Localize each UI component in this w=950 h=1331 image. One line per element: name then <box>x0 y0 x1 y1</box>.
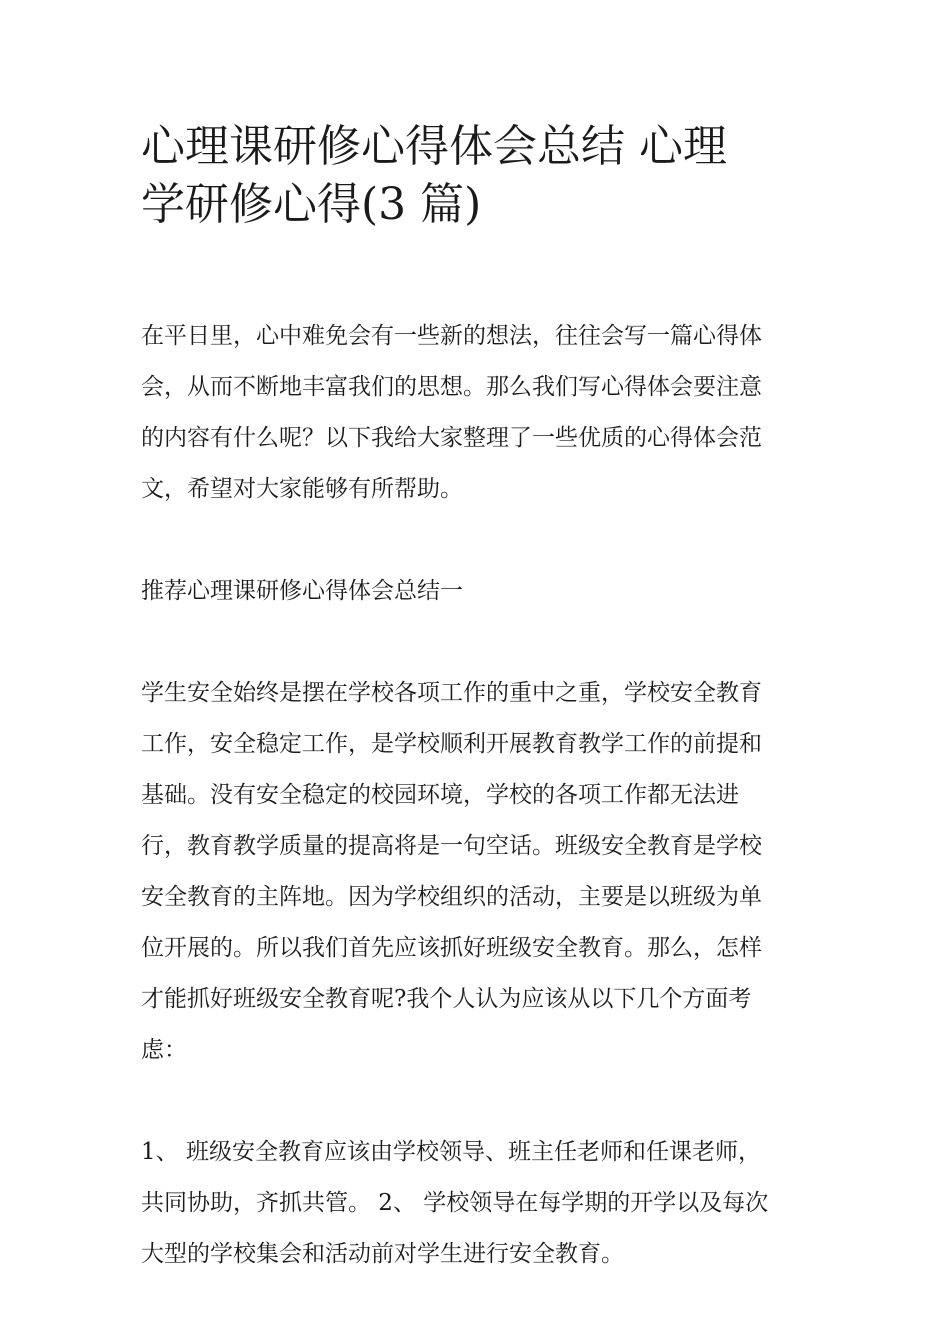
document-body <box>141 260 813 1331</box>
document-title: 心理课研修心得体会总结 心理 学研修心得(3 篇) <box>141 121 727 230</box>
list-paragraph: 1、 班级安全教育应该由学校领导、班主任老师和任课老师， 共同协助，齐抓共管。 2、 学校领导在每学期的开学以及每次 大型的学校集会和活动前对学生进行安全教育。 <box>141 1139 769 1267</box>
intro-paragraph: 在平日里，心中难免会有一些新的想法，往往会写一篇心得体 会，从而不断地丰富我们的思想。那么我们写心得体会要注意 的内容有什么呢？以下我给大家整理了一些优质的心得体会范 文，希望对大家能够有所帮助。 <box>141 323 762 502</box>
body-paragraph: 学生安全始终是摆在学校各项工作的重中之重，学校安全教育 工作，安全稳定工作，是学校顺利开展教育教学工作的前提和 基础。没有安全稳定的校园环境，学校的各项工作都无法进 行，教育教学质量的提高将是一句空话。班级安全教育是学校 安全教育的主阵地。因为学校组织的活动，主要是以班级为单 位开展的。所以我们首先应该抓好班级安全教育。那么，怎样 才能抓好班级安全教育呢?我个人认为应该从以下几个方面考 虑： <box>141 680 762 1063</box>
section-heading: 推荐心理课研修心得体会总结一 <box>141 578 463 604</box>
document-page <box>141 118 813 1331</box>
